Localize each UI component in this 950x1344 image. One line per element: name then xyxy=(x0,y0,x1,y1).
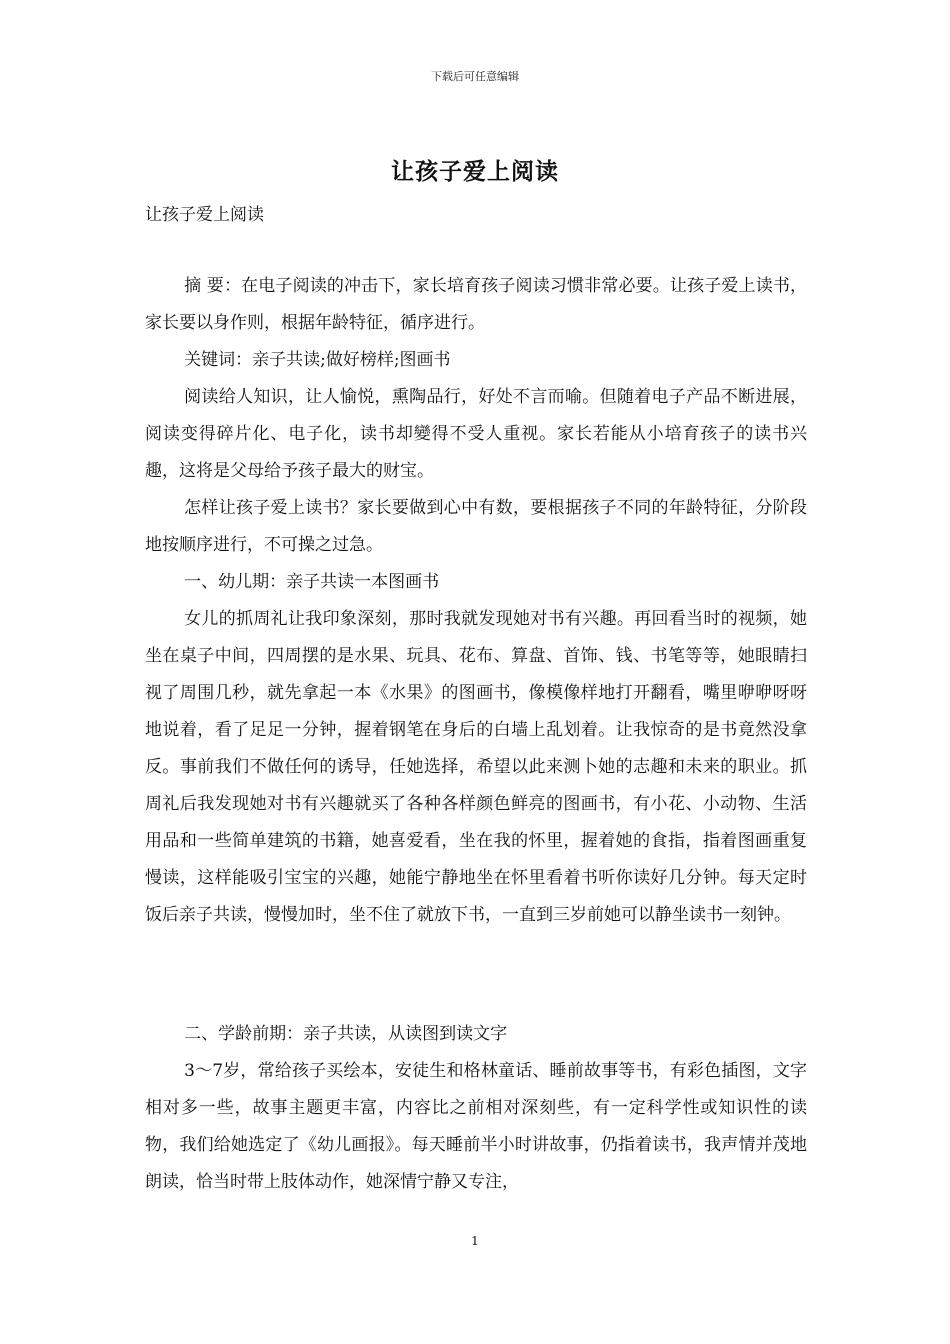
body-text-upper xyxy=(145,268,807,934)
document-subtitle: 让孩子爱上阅读 xyxy=(145,205,264,225)
body-paragraph: 3～7岁，常给孩子买绘本，安徒生和格林童话、睡前故事等书，有彩色插图，文字相对多一些，故事主题更丰富，内容比之前相对深刻些，有一定科学性或知识性的读物，我们给她选定了《幼儿画报》。每天睡前半小时讲故事，仍指着读书，我声情并茂地朗读，恰当时带上肢体动作，她深情宁静又专注， xyxy=(145,1061,807,1192)
section-heading: 一、幼儿期：亲子共读一本图画书 xyxy=(184,572,440,592)
keywords-paragraph: 关键词：亲子共读;做好榜样;图画书 xyxy=(184,350,451,370)
section-heading: 二、学龄前期：亲子共读，从读图到读文字 xyxy=(184,1024,508,1044)
header-note: 下载后可任意编辑 xyxy=(431,70,519,83)
page-number: 1 xyxy=(471,1234,479,1248)
body-paragraph: 阅读给人知识，让人愉悦，熏陶品行，好处不言而喻。但随着电子产品不断进展，阅读变得碎片化、电子化，读书却變得不受人重视。家长若能从小培育孩子的读书兴趣，这将是父母给予孩子最大的财宝。 xyxy=(145,387,807,481)
body-paragraph: 怎样让孩子爱上读书？家长要做到心中有数，要根据孩子不同的年龄特征，分阶段地按顺序进行，不可操之过急。 xyxy=(145,498,807,555)
body-paragraph: 女儿的抓周礼让我印象深刻，那时我就发现她对书有兴趣。再回看当时的视频，她坐在桌子中间，四周摆的是水果、玩具、花布、算盘、首饰、钱、书笔等等，她眼睛扫视了周围几秒，就先拿起一本《水果》的图画书，像模像样地打开翻看，嘴里咿咿呀呀地说着，看了足足一分钟，握着钢笔在身后的白墙上乱划着。让我惊奇的是书竟然没拿反。事前我们不做任何的诱导，任她选择，希望以此来测卜她的志趣和未来的职业。抓周礼后我发现她对书有兴趣就买了各种各样颜色鲜亮的图画书，有小花、小动物、生活用品和一些简单建筑的书籍，她喜爱看，坐在我的怀里，握着她的食指，指着图画重复慢读，这样能吸引宝宝的兴趣，她能宁静地坐在怀里看着书听你读好几分钟。每天定时饭后亲子共读，慢慢加时，坐不住了就放下书，一直到三岁前她可以静坐读书一刻钟。 xyxy=(145,609,807,925)
body-text-lower xyxy=(145,1016,807,1201)
document-title: 让孩子爱上阅读 xyxy=(391,158,559,185)
abstract-paragraph: 摘 要：在电子阅读的冲击下，家长培育孩子阅读习惯非常必要。让孩子爱上读书，家长要以身作则，根据年龄特征，循序进行。 xyxy=(145,276,807,333)
